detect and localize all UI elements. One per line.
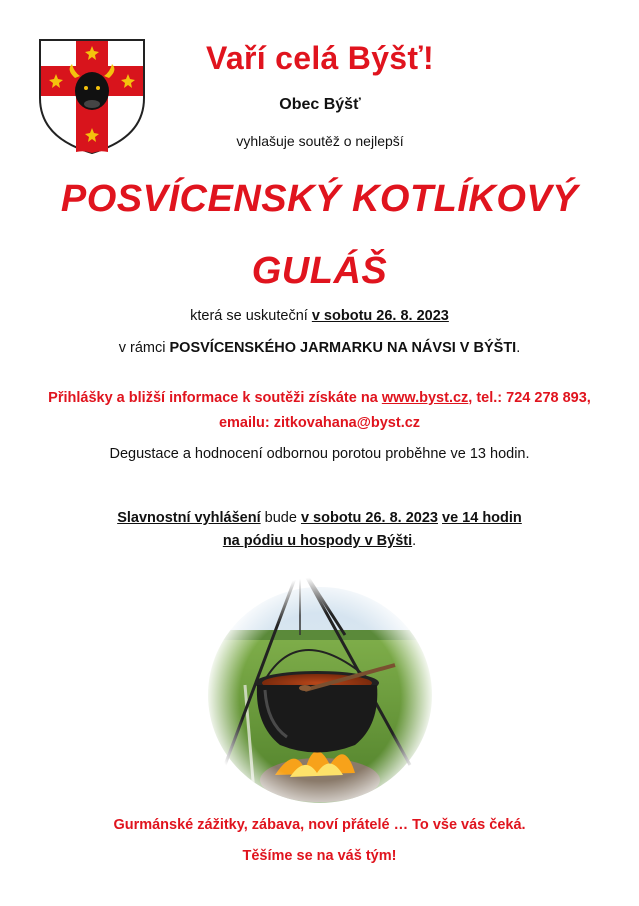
email-line[interactable]: emailu: zitkovahana@byst.cz (218, 415, 421, 431)
announcement-label: Slavnostní vyhlášení (117, 510, 261, 526)
contest-name-line2: GULÁŠ (251, 250, 388, 292)
website-link[interactable]: www.byst.cz (381, 390, 469, 406)
phone-text: , tel.: 724 278 893, (468, 390, 591, 406)
venue-line (0, 340, 639, 356)
date-line (0, 308, 639, 324)
event-date: v sobotu 26. 8. 2023 (311, 308, 449, 324)
announcement-period: . (412, 533, 417, 549)
announces-text: vyhlašuje soutěž o nejlepší (236, 133, 404, 149)
goulash-cauldron-photo (205, 565, 435, 805)
page-title: Vaří celá Býšť! (206, 40, 434, 76)
crest-icon (36, 36, 148, 156)
announcement-date: v sobotu 26. 8. 2023 (300, 510, 438, 526)
organizer: Obec Býšť (279, 96, 361, 113)
footer-tagline: Gurmánské zážitky, zábava, noví přátelé … To vše vás čeká. (113, 817, 526, 833)
tasting-info: Degustace a hodnocení odbornou porotou proběhne ve 13 hodin. (109, 446, 530, 462)
contact-line (0, 390, 639, 406)
footer-closing: Těšíme se na váš tým! (242, 848, 397, 864)
contact-text: Přihlášky a bližší informace k soutěži získáte na (48, 390, 382, 406)
date-prefix: která se uskuteční (190, 308, 312, 324)
announcement-time: ve 14 hodin (442, 510, 522, 526)
announcement-place-line (0, 533, 639, 549)
announcement-mid: bude (260, 510, 301, 526)
contest-name-line1: POSVÍCENSKÝ KOTLÍKOVÝ (60, 178, 579, 220)
announcement-line (0, 510, 639, 526)
announcement-place: na pódiu u hospody v Býšti (222, 533, 413, 549)
venue-event: POSVÍCENSKÉHO JARMARKU NA NÁVSI V BÝŠTI (169, 340, 517, 356)
venue-prefix: v rámci (118, 340, 170, 356)
venue-suffix: . (516, 340, 521, 356)
